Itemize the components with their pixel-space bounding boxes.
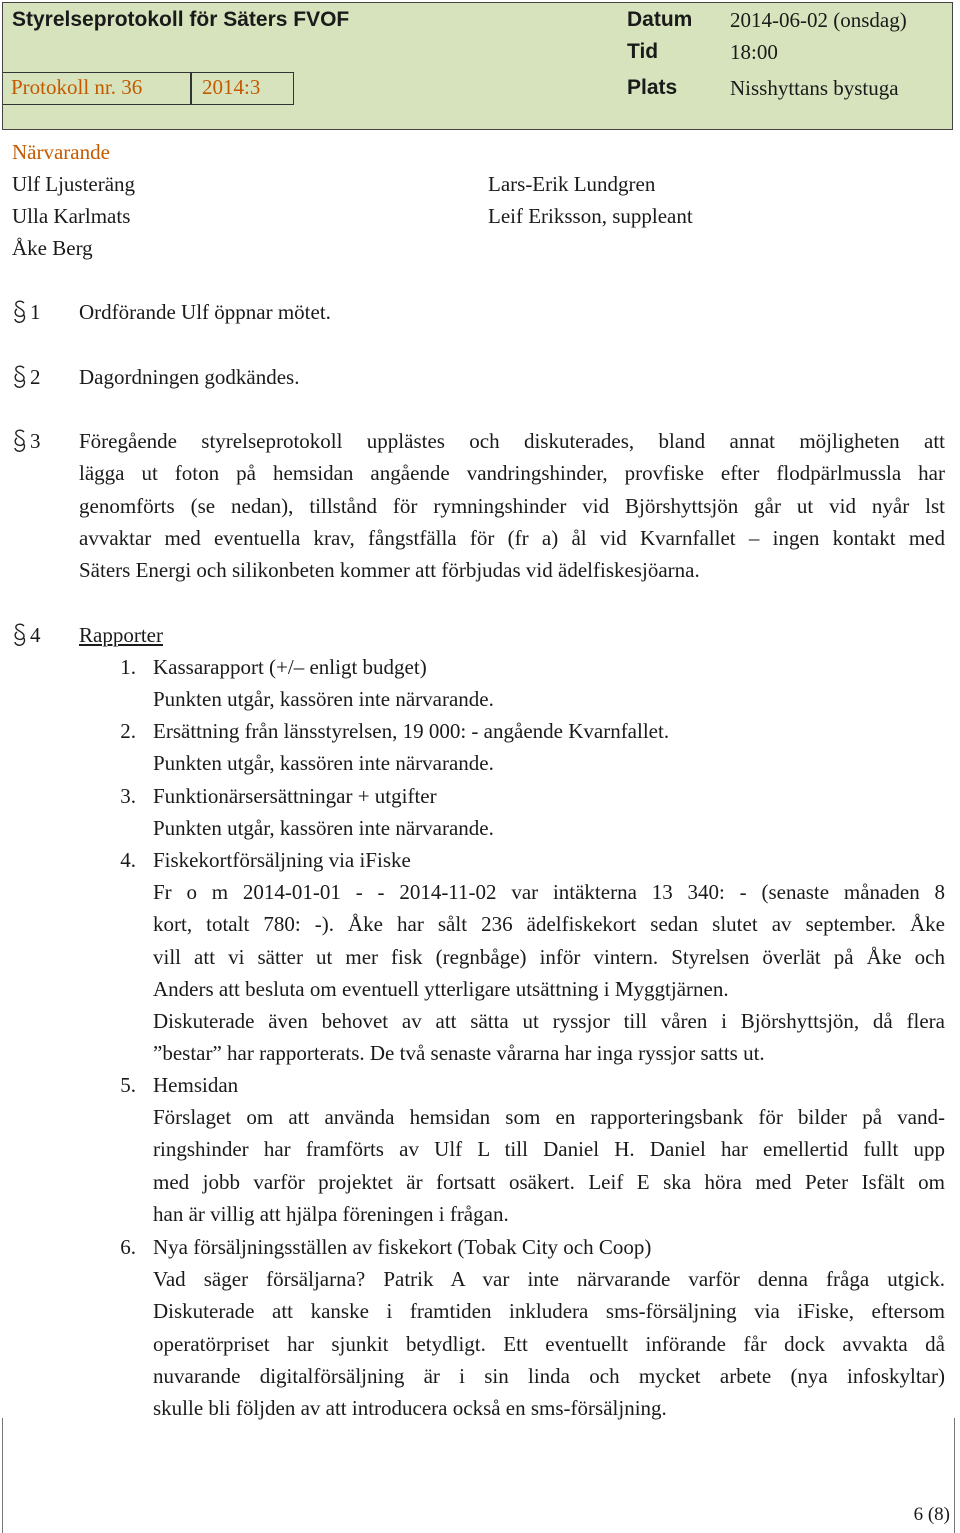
- section-number: 3: [30, 429, 41, 453]
- paragraph-line: avvaktar med eventuella krav, fångstfälla för (fr a) ål vid Kvarnfallet – ingen kontakt med: [79, 525, 945, 550]
- attendance-heading: Närvarande: [12, 140, 110, 164]
- tid-label: Tid: [627, 40, 659, 63]
- section-symbol-icon: [12, 429, 28, 453]
- page-number: 6 (8): [913, 1504, 950, 1525]
- tid-value: 18:00: [730, 40, 778, 64]
- item-title: Kassarapport (+/– enligt budget): [153, 655, 427, 679]
- attendee: Ulf Ljusteräng: [12, 172, 136, 196]
- attendee: Leif Eriksson, suppleant: [488, 204, 693, 228]
- paragraph-line: kort, totalt 780: -). Åke har sålt 236 ädelfiskekort sedan slutet av september. Åke: [153, 912, 945, 937]
- item-title: Nya försäljningsställen av fiskekort (Tobak City och Coop): [153, 1235, 652, 1259]
- protocol-number-cell: [3, 72, 191, 105]
- item-4-paragraph: [153, 876, 945, 1070]
- paragraph-line: Diskuterade att kanske i framtiden inkludera sms-försäljning via iFiske, eftersom: [153, 1299, 945, 1324]
- item-number: 3.: [120, 784, 136, 808]
- item-number: 2.: [120, 719, 136, 743]
- section-number: 2: [30, 365, 41, 389]
- item-5-paragraph: [153, 1101, 945, 1230]
- protocol-code: 2014:3: [202, 75, 261, 99]
- margin-rule-right: [954, 1418, 955, 1533]
- paragraph-line: genomförts (se nedan), tillstånd för rymningshinder vid Björshyttsjön går ut vid nyår lst: [79, 493, 945, 518]
- item-number: 1.: [120, 655, 136, 679]
- paragraph-line: nuvarande digitalförsäljning är i sin linda och mycket arbete (nya infoskyltar): [153, 1363, 945, 1388]
- document-title: Styrelseprotokoll för Säters FVOF: [12, 8, 350, 31]
- item-text: Punkten utgår, kassören inte närvarande.: [153, 687, 494, 711]
- section-symbol-icon: [12, 623, 28, 647]
- section-number: 4: [30, 623, 41, 647]
- protocol-code-cell: [191, 72, 294, 105]
- section-symbol-icon: [12, 300, 28, 324]
- item-text: Punkten utgår, kassören inte närvarande.: [153, 751, 494, 775]
- paragraph-line: lägga ut foton på hemsidan angående vandringshinder, provfiske efter flodpärlmussla har: [79, 461, 945, 486]
- datum-value: 2014-06-02 (onsdag): [730, 8, 907, 32]
- attendee: Åke Berg: [12, 236, 93, 260]
- item-6-paragraph: [153, 1263, 945, 1424]
- paragraph-line: han är villig att hjälpa föreningen i frågan.: [153, 1201, 509, 1226]
- paragraph-line: Fr o m 2014-01-01 - - 2014-11-02 var intäkterna 13 340: - (senaste månaden 8: [153, 880, 945, 904]
- section-2-text: Dagordningen godkändes.: [79, 365, 300, 389]
- paragraph-line: ringshinder har framförts av Ulf L till Daniel H. Daniel har emellertid fullt upp: [153, 1137, 945, 1162]
- plats-value: Nisshyttans bystuga: [730, 76, 899, 100]
- paragraph-line: Säters Energi och silikonbeten kommer att förbjudas vid ädelfiskesjöarna.: [79, 558, 700, 583]
- margin-rule-left: [2, 1418, 3, 1533]
- attendee: Lars-Erik Lundgren: [488, 172, 656, 196]
- paragraph-line: operatörpriset har sjunkit betydligt. Ett eventuellt införande får dock avvakta då: [153, 1331, 945, 1356]
- item-title: Funktionärsersättningar + utgifter: [153, 784, 437, 808]
- section-number: 1: [30, 300, 41, 324]
- item-number: 4.: [120, 848, 136, 872]
- item-title: Ersättning från länsstyrelsen, 19 000: - angående Kvarnfallet.: [153, 719, 670, 743]
- plats-label: Plats: [627, 76, 678, 99]
- protocol-header: [2, 2, 953, 130]
- item-number: 6.: [120, 1235, 136, 1259]
- section-symbol-icon: [12, 365, 28, 389]
- section-4-heading: Rapporter: [79, 623, 163, 647]
- datum-label: Datum: [627, 8, 693, 31]
- paragraph-line: ”bestar” har rapporterats. De två senaste vårarna har inga ryssjor satts ut.: [153, 1041, 765, 1066]
- paragraph-line: Anders att besluta om eventuell ytterligare utsättning i Myggtjärnen.: [153, 976, 729, 1001]
- paragraph-line: skulle bli följden av att introducera också en sms-försäljning.: [153, 1396, 667, 1421]
- paragraph-line: med jobb varför projektet är fortsatt osäkert. Leif E ska höra med Peter Isfält om: [153, 1169, 945, 1194]
- attendee: Ulla Karlmats: [12, 204, 131, 228]
- paragraph-line: Förslaget om att använda hemsidan som en rapporteringsbank för bilder på vand-: [153, 1105, 945, 1129]
- paragraph-line: Vad säger försäljarna? Patrik A var inte närvarande varför denna fråga utgick.: [153, 1267, 945, 1291]
- paragraph-line: Diskuterade även behovet av att sätta ut ryssjor till våren i Björshyttsjön, då flera: [153, 1009, 945, 1034]
- item-title: Hemsidan: [153, 1073, 239, 1097]
- section-1-text: Ordförande Ulf öppnar mötet.: [79, 300, 331, 324]
- item-text: Punkten utgår, kassören inte närvarande.: [153, 816, 494, 840]
- protocol-number: Protokoll nr. 36: [11, 75, 143, 99]
- item-number: 5.: [120, 1073, 136, 1097]
- section-3-paragraph: [79, 425, 945, 586]
- paragraph-line: vill att vi sätter ut mer fisk (regnbåge) inför vintern. Styrelsen överlät på Åke och: [153, 944, 945, 969]
- paragraph-line: Föregående styrelseprotokoll upplästes och diskuterades, bland annat möjligheten att: [79, 429, 945, 453]
- item-title: Fiskekortförsäljning via iFiske: [153, 848, 411, 872]
